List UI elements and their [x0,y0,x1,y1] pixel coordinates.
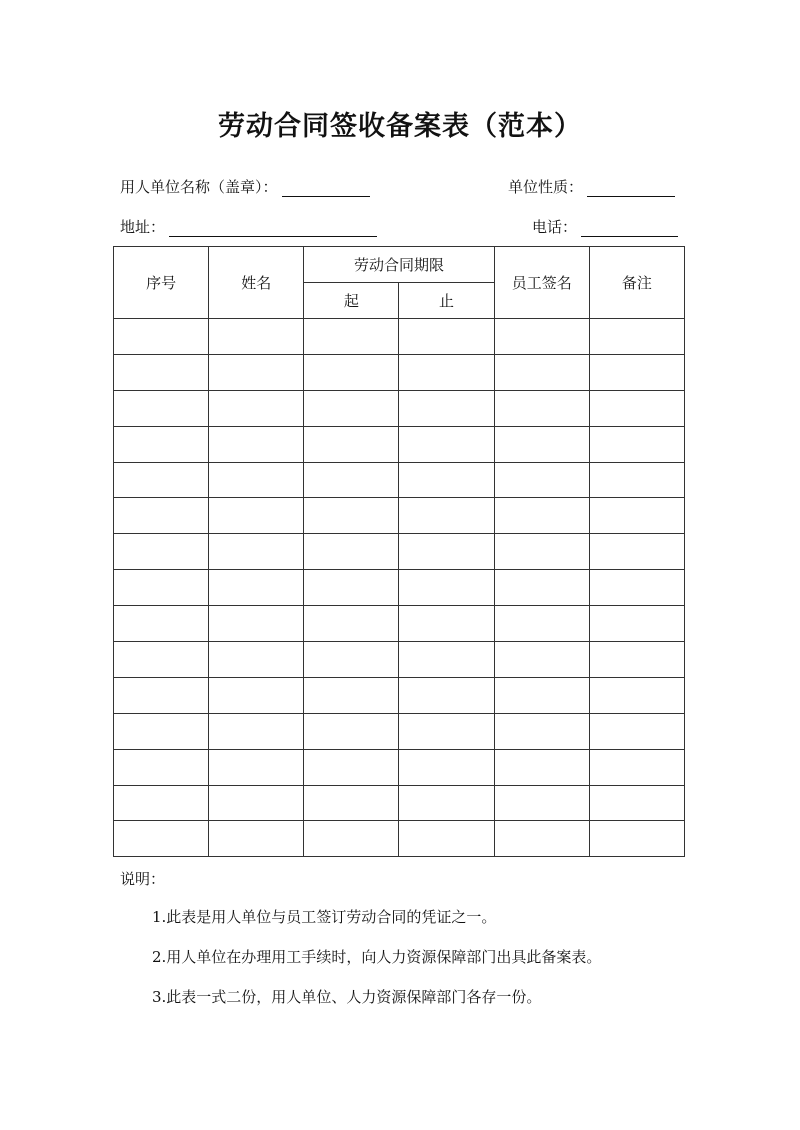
seq-cell[interactable] [114,319,209,355]
name-cell[interactable] [209,606,304,642]
remark-cell[interactable] [589,319,684,355]
signature-cell[interactable] [494,498,589,534]
table-row [114,785,685,821]
remark-cell[interactable] [589,570,684,606]
remark-cell[interactable] [589,426,684,462]
remark-cell[interactable] [589,462,684,498]
header-contract-term: 劳动合同期限 [304,247,494,283]
end-cell[interactable] [399,642,494,678]
start-cell[interactable] [304,749,399,785]
end-cell[interactable] [399,319,494,355]
table-row [114,462,685,498]
unit-name-field [120,176,370,197]
table-row [114,354,685,390]
address-blank[interactable] [169,220,377,237]
seq-cell[interactable] [114,534,209,570]
phone-field [532,216,678,237]
table-row [114,570,685,606]
seq-cell[interactable] [114,354,209,390]
unit-nature-blank[interactable] [587,180,675,197]
header-term-start: 起 [304,283,399,319]
record-table [113,246,685,857]
signature-cell[interactable] [494,534,589,570]
seq-cell[interactable] [114,462,209,498]
remark-cell[interactable] [589,749,684,785]
signature-cell[interactable] [494,319,589,355]
phone-label: 电话： [532,218,578,236]
table-row [114,319,685,355]
seq-cell[interactable] [114,713,209,749]
name-cell[interactable] [209,785,304,821]
table-row [114,426,685,462]
remark-cell[interactable] [589,642,684,678]
remark-cell[interactable] [589,606,684,642]
signature-cell[interactable] [494,606,589,642]
end-cell[interactable] [399,426,494,462]
start-cell[interactable] [304,390,399,426]
end-cell[interactable] [399,606,494,642]
start-cell[interactable] [304,785,399,821]
end-cell[interactable] [399,785,494,821]
name-cell[interactable] [209,426,304,462]
name-cell[interactable] [209,319,304,355]
remark-cell[interactable] [589,821,684,857]
end-cell[interactable] [399,354,494,390]
name-cell[interactable] [209,677,304,713]
signature-cell[interactable] [494,426,589,462]
start-cell[interactable] [304,498,399,534]
header-remark: 备注 [589,247,684,319]
unit-nature-field [508,176,675,197]
seq-cell[interactable] [114,570,209,606]
table-row [114,713,685,749]
note-item: 3.此表一式二份，用人单位、人力资源保障部门各存一份。 [152,988,542,1006]
signature-cell[interactable] [494,821,589,857]
table-row [114,821,685,857]
start-cell[interactable] [304,713,399,749]
unit-nature-label: 单位性质： [508,178,584,196]
end-cell[interactable] [399,462,494,498]
end-cell[interactable] [399,570,494,606]
end-cell[interactable] [399,498,494,534]
start-cell[interactable] [304,426,399,462]
seq-cell[interactable] [114,821,209,857]
remark-cell[interactable] [589,390,684,426]
seq-cell[interactable] [114,785,209,821]
table-body [114,319,685,857]
start-cell[interactable] [304,570,399,606]
signature-cell[interactable] [494,390,589,426]
start-cell[interactable] [304,462,399,498]
name-cell[interactable] [209,749,304,785]
seq-cell[interactable] [114,426,209,462]
phone-blank[interactable] [581,220,678,237]
seq-cell[interactable] [114,677,209,713]
header-employee-signature: 员工签名 [494,247,589,319]
name-cell[interactable] [209,642,304,678]
remark-cell[interactable] [589,534,684,570]
seq-cell[interactable] [114,749,209,785]
note-item: 1.此表是用人单位与员工签订劳动合同的凭证之一。 [152,908,497,926]
table-row [114,390,685,426]
signature-cell[interactable] [494,785,589,821]
remark-cell[interactable] [589,785,684,821]
name-cell[interactable] [209,498,304,534]
unit-name-blank[interactable] [282,180,370,197]
remark-cell[interactable] [589,498,684,534]
start-cell[interactable] [304,642,399,678]
seq-cell[interactable] [114,498,209,534]
start-cell[interactable] [304,677,399,713]
header-term-end: 止 [399,283,494,319]
signature-cell[interactable] [494,462,589,498]
end-cell[interactable] [399,390,494,426]
table-row [114,534,685,570]
seq-cell[interactable] [114,642,209,678]
signature-cell[interactable] [494,677,589,713]
signature-cell[interactable] [494,713,589,749]
name-cell[interactable] [209,354,304,390]
table-row [114,498,685,534]
signature-cell[interactable] [494,570,589,606]
name-cell[interactable] [209,570,304,606]
start-cell[interactable] [304,534,399,570]
name-cell[interactable] [209,390,304,426]
end-cell[interactable] [399,534,494,570]
end-cell[interactable] [399,749,494,785]
document-title: 劳动合同签收备案表（范本） [218,111,582,142]
table-row [114,642,685,678]
name-cell[interactable] [209,534,304,570]
seq-cell[interactable] [114,606,209,642]
end-cell[interactable] [399,713,494,749]
start-cell[interactable] [304,319,399,355]
remark-cell[interactable] [589,677,684,713]
header-name: 姓名 [209,247,304,319]
signature-cell[interactable] [494,642,589,678]
name-cell[interactable] [209,462,304,498]
end-cell[interactable] [399,821,494,857]
signature-cell[interactable] [494,354,589,390]
end-cell[interactable] [399,677,494,713]
remark-cell[interactable] [589,713,684,749]
unit-name-label: 用人单位名称（盖章）： [120,178,278,196]
start-cell[interactable] [304,354,399,390]
name-cell[interactable] [209,713,304,749]
name-cell[interactable] [209,821,304,857]
seq-cell[interactable] [114,390,209,426]
start-cell[interactable] [304,821,399,857]
address-field [120,216,377,237]
note-item: 2.用人单位在办理用工手续时，向人力资源保障部门出具此备案表。 [152,948,602,966]
table-row [114,677,685,713]
header-seq: 序号 [114,247,209,319]
remark-cell[interactable] [589,354,684,390]
address-label: 地址： [120,218,166,236]
notes-heading: 说明： [120,870,166,888]
table-row [114,749,685,785]
signature-cell[interactable] [494,749,589,785]
table-row [114,606,685,642]
start-cell[interactable] [304,606,399,642]
